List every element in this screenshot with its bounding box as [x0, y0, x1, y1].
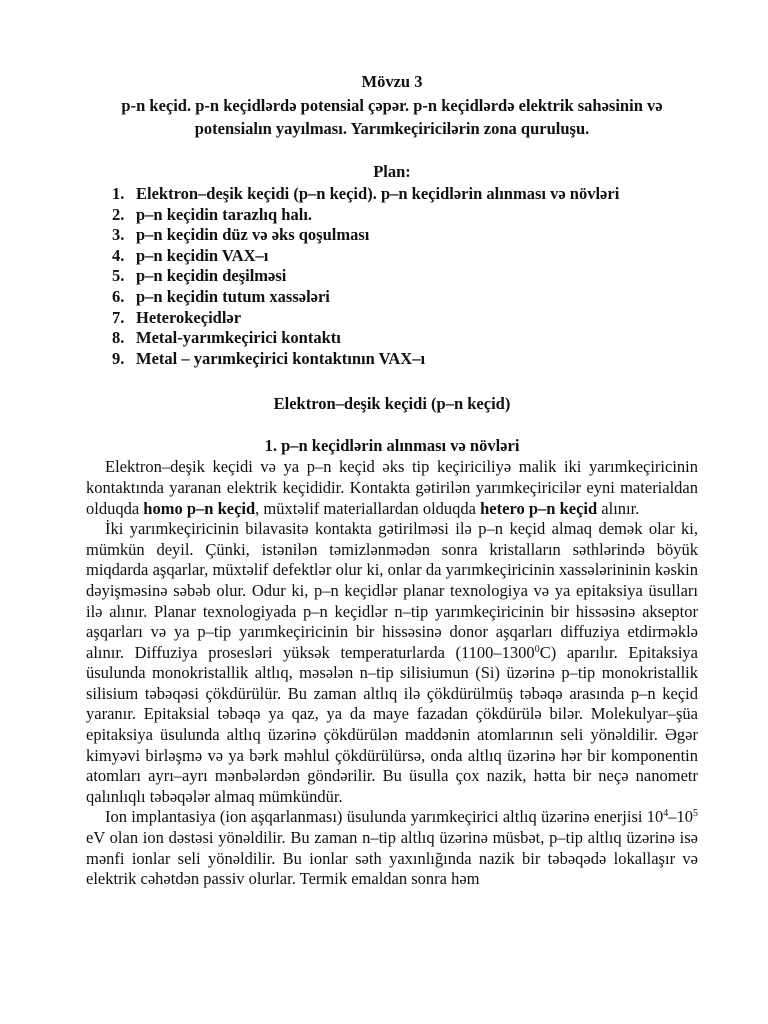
- plan-item-number: 6.: [112, 286, 125, 306]
- exponent-superscript: 4: [663, 808, 669, 820]
- topic-label: Mövzu 3: [361, 72, 423, 91]
- paragraph-3-text: eV olan ion dəstəsi yönəldilir. Bu zaman n–tip altlıq üzərinə müsbət, p–tip altlıq üzərinə isə mənfi ionlar seli yönəldilir. Bu ionlar səth yaxınlığında nazik bir təbəqədə lokallaşır və elektrik cəhətdən passiv olurlar. Termik emaldan sonra həm: [86, 828, 698, 889]
- paragraph-2-text: İki yarımkeçiricinin bilavasitə kontakta gətirilməsi ilə p–n keçid almaq demək olar ki, mümkün deyil. Çünki, istənilən təmizlənmədən sonra kristalların səthlərində böyük miqdarda aşqarlar, müxtəlif defektlər olur ki, onlar da yarımkeçiricinin xassələrininin kəskin dəyişməsinə səbəb olur. Odur ki, p–n keçidlər planar texnologiya və ya epitaksiya üsulları ilə alınır. Planar texnologiyada p–n keçidlər n–tip yarımkeçiricinin bir hissəsinə akseptor aşqarları və ya p–tip yarımkeçiricinin bir hissəsinə donor aşqarları diffuziya etdirməklə alınır. Diffuziya prosesləri yüksək temperaturlarda (1100–1300: [86, 519, 698, 662]
- plan-item: [112, 184, 698, 205]
- paragraph-3-text: Ion implantasiya (ion aşqarlanması) üsulunda yarımkeçirici altlıq üzərinə enerjisi 10: [105, 807, 664, 827]
- plan-item-text: p–n keçidin düz və əks qoşulması: [136, 225, 370, 245]
- document-page: [86, 70, 698, 890]
- plan-item-number: 1.: [112, 184, 125, 203]
- plan-list: [86, 184, 698, 369]
- subsection-heading: 1. p–n keçidlərin alınması və növləri: [264, 436, 520, 456]
- plan-item: [112, 349, 698, 370]
- paragraph-1-text: alınır.: [597, 498, 640, 518]
- plan-item: [112, 266, 698, 287]
- plan-item: [112, 205, 698, 226]
- paragraph-2-text: C) aparılır. Epitaksiya üsulunda monokristallik altlıq, məsələn n–tip silisiumun (Si) üzərinə p–tip monokristallik silisium təbəqəsi çökdürülür. Bu zaman altlıq ilə çökdürülmüş təbəqə arasında p–n keçid yaranır. Epitaksial təbəqə ya qaz, ya da maye fazadan çökdürülə bilər. Molekulyar–şüa epitaksiya üsulunda altlıq üzərinə çökdürülən maddənin atomlarının seli yönəldilir. Əgər kimyəvi birləşmə və ya bərk məhlul çökdürülürsə, onda altlıq üzərinə hər bir komponentin atomları ayrı–ayrı mənbələrdən göndərilir. Bu üsulla çox nazik, hətta bir neçə nanometr qalınlıqlı təbəqələr almaq mümkündür.: [86, 642, 698, 806]
- plan-item: [112, 308, 698, 329]
- plan-item: [112, 287, 698, 308]
- paragraph-1-text: , müxtəlif materiallardan olduqda: [255, 498, 481, 518]
- plan-item-text: p–n keçidin tutum xassələri: [136, 286, 330, 306]
- term-homo-pn: homo p–n keçid: [143, 498, 256, 518]
- plan-item: [112, 225, 698, 246]
- plan-item-number: 9.: [112, 348, 125, 368]
- degree-superscript: 0: [534, 643, 540, 655]
- plan-item-text: p–n keçidin deşilməsi: [136, 266, 287, 286]
- exponent-superscript: 5: [693, 808, 698, 820]
- plan-item: [112, 246, 698, 267]
- paragraph-1-text: Elektron–deşik keçidi və ya p–n keçid əks tip keçiriciliyə malik iki yarımkeçiricinin kontaktında yaranan elektrik keçididir. Kontakta gətirilən yarımkeçiricilər eyni materialdan olduqda: [86, 457, 698, 518]
- paragraph-3: [86, 807, 698, 889]
- plan-item-number: 8.: [112, 328, 125, 348]
- body-text: [86, 457, 698, 889]
- plan-item-text: Metal – yarımkeçirici kontaktının VAX–ı: [136, 348, 426, 368]
- paragraph-3-text: –10: [668, 807, 693, 827]
- plan-item-number: 5.: [112, 266, 125, 286]
- section-heading: Elektron–deşik keçidi (p–n keçid): [273, 394, 511, 414]
- plan-item-text: Heterokeçidlər: [136, 307, 242, 327]
- plan-heading: Plan:: [373, 162, 411, 181]
- paragraph-2: [86, 519, 698, 807]
- plan-item-number: 2.: [112, 204, 125, 224]
- plan-item-text: p–n keçidin tarazlıq halı.: [136, 204, 313, 224]
- page-title: p-n keçid. p-n keçidlərdə potensial çəpər. p-n keçidlərdə elektrik sahəsinin və potensialın yayılması. Yarımkeçiricilərin zona quruluşu.: [121, 96, 663, 138]
- plan-item-number: 3.: [112, 225, 125, 245]
- term-hetero-pn: hetero p–n keçid: [480, 498, 598, 518]
- plan-item-number: 7.: [112, 307, 125, 327]
- paragraph-1: [86, 457, 698, 519]
- plan-item-text: Metal-yarımkeçirici kontaktı: [136, 328, 341, 348]
- plan-item-text: Elektron–deşik keçidi (p–n keçid). p–n keçidlərin alınması və növləri: [136, 184, 620, 203]
- plan-item-text: p–n keçidin VAX–ı: [136, 245, 269, 265]
- plan-item-number: 4.: [112, 245, 125, 265]
- plan-item: [112, 328, 698, 349]
